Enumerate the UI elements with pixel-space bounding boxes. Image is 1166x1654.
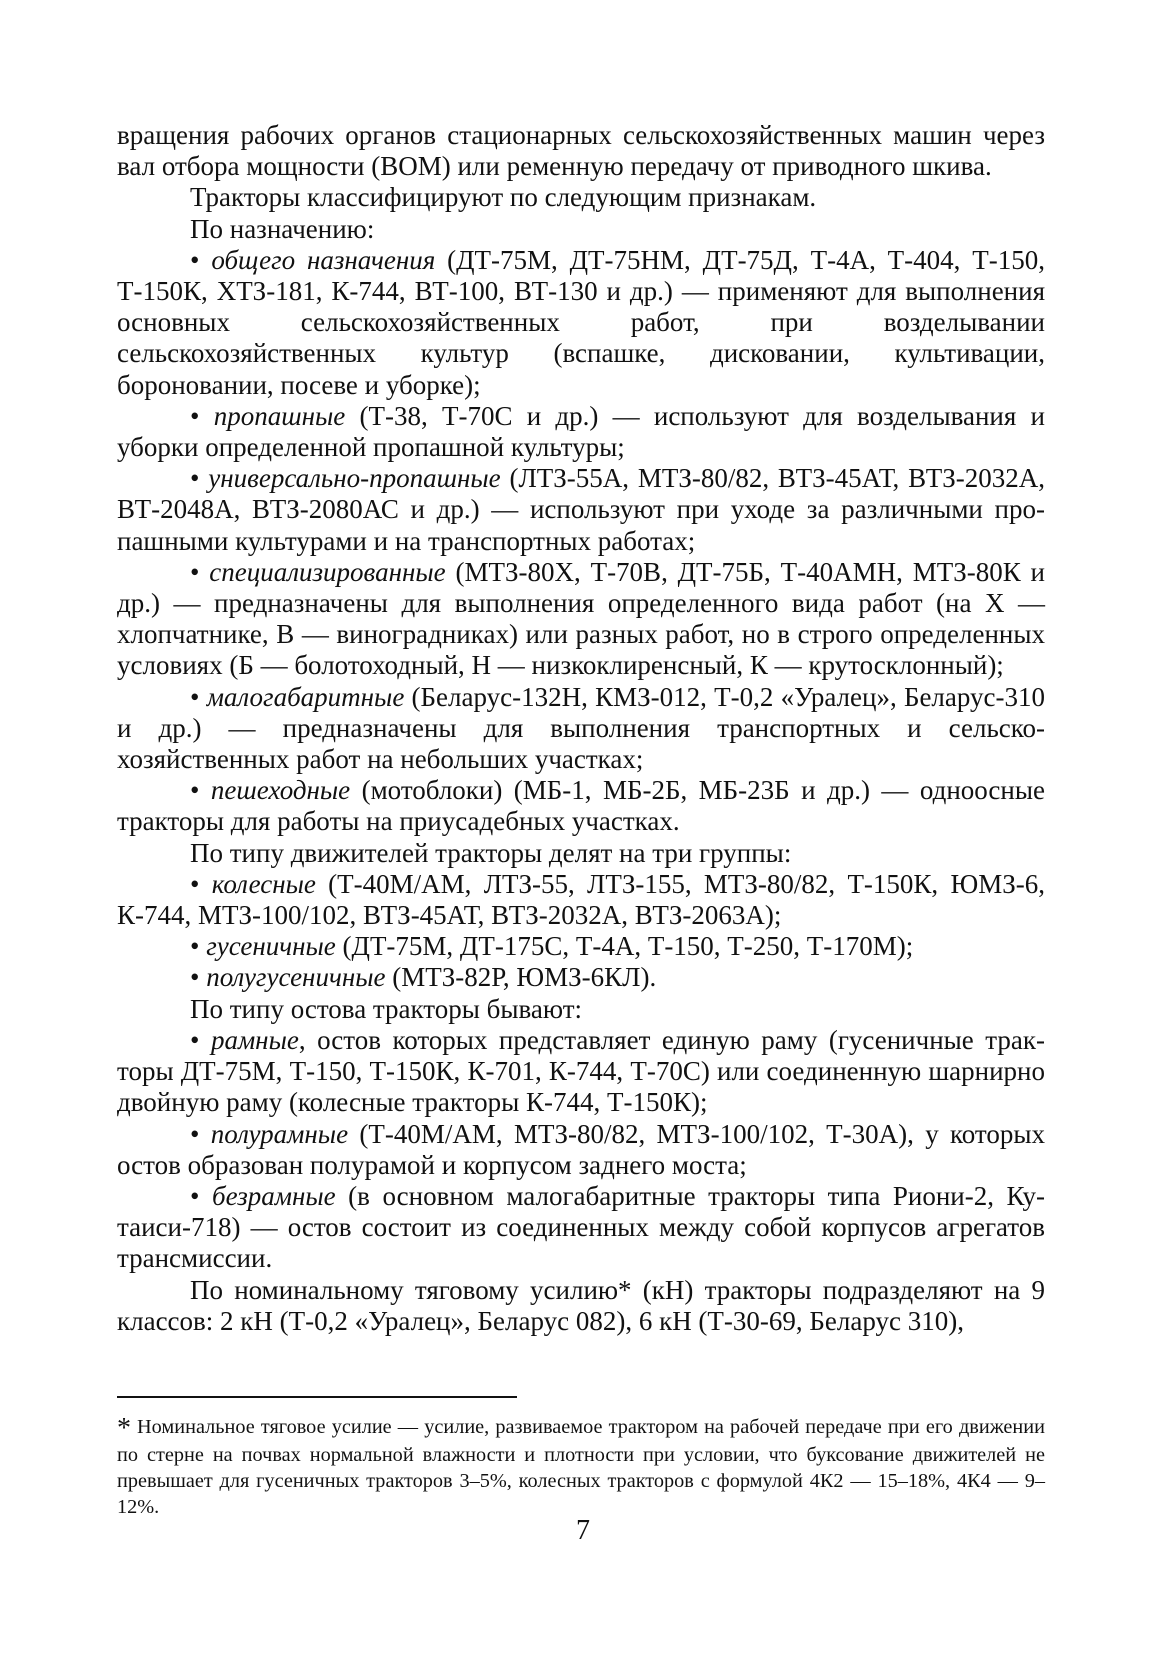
list-item	[117, 463, 1045, 557]
list-term: гусеничные	[206, 931, 336, 962]
list-text: (МТЗ-82Р, ЮМЗ-6КЛ).	[385, 962, 657, 993]
list-term: пешеходные	[210, 775, 351, 806]
footnote-mark: *	[117, 1413, 131, 1444]
list-item	[117, 962, 1045, 993]
paragraph-traction-classes	[117, 1275, 1045, 1337]
list-text: (в основном малогабаритные тракторы типа Риони-2, Кутаиси-718) — остов состоит из соединенных между собой корпусов агрегатов трансмиссии.	[117, 1180, 1045, 1274]
bullet: •	[190, 775, 200, 806]
list-item	[117, 775, 1045, 837]
paragraph-text: вращения рабочих органов стационарных сельскохозяйственных машин через вал отбора мощности (ВОМ) или ременную передачу от приводного шкива.	[117, 120, 1045, 182]
list-item	[117, 931, 1045, 962]
list-term: полугусеничные	[206, 962, 386, 993]
paragraph-continuation	[117, 120, 1045, 182]
bullet: •	[190, 931, 200, 962]
list-item	[117, 401, 1045, 463]
list-term: универсально-пропашные	[208, 463, 501, 494]
footnote	[117, 1414, 1045, 1520]
list-term: безрамные	[212, 1180, 336, 1211]
bullet: •	[190, 962, 200, 993]
bullet: •	[190, 244, 200, 275]
list-item	[117, 1025, 1045, 1119]
bullet: •	[190, 463, 200, 494]
list-item	[117, 869, 1045, 931]
paragraph-text: По типу остова тракторы бывают:	[190, 993, 583, 1024]
paragraph-text: По назначению:	[190, 213, 375, 244]
list-text: (ДТ-75М, ДТ-175С, Т-4А, Т-150, Т-250, Т-170М);	[335, 931, 914, 962]
list-text: (Т-38, Т-70С и др.) — используют для возделывания и уборки определенной пропашной культуры;	[117, 400, 1045, 463]
list-text: (Т-40М/АМ, ЛТЗ-55, ЛТЗ-155, МТЗ-80/82, Т-150К, ЮМЗ-6, К-744, МТЗ-100/102, ВТЗ-45АТ, ВТЗ-2032А, ВТЗ-2063А);	[117, 868, 1045, 931]
list-term: специализированные	[209, 556, 446, 587]
paragraph-text: По номинальному тяговому усилию* (кН) тракторы подразделяют на 9 классов: 2 кН (Т-0,2 «Уралец», Беларус 082), 6 кН (Т-30-69, Беларус 310),	[117, 1274, 1045, 1336]
bullet: •	[190, 400, 200, 431]
bullet: •	[190, 681, 200, 712]
bullet: •	[190, 1180, 200, 1211]
list-item	[117, 1181, 1045, 1275]
list-text: (МТЗ-80Х, Т-70В, ДТ-75Б, Т-40АМН, МТЗ-80К и др.) — предназначены для выполнения определенного вида работ (на Х — хлопчатнике, В — виноградниках) или разных работ, но в строго определенных условиях (Б — болотоходный, Н — низкоклиренсный, К — крутосклонный);	[117, 556, 1045, 681]
footnote-text: Номинальное тяговое усилие — усилие, развиваемое трактором на рабочей передаче при его движении по стерне на почвах нормальной влажности и плотности при условии, что буксование движителей не превышает для гусеничных тракторов 3–5%, колесных тракторов с формулой 4К2 — 15–18%, 4К4 — 9–12%.	[117, 1416, 1045, 1518]
list-item	[117, 1119, 1045, 1181]
list-item	[117, 245, 1045, 401]
list-term: колесные	[211, 868, 316, 899]
page-body	[117, 120, 1045, 1337]
page-number: 7	[576, 1515, 590, 1546]
list-item	[117, 682, 1045, 776]
list-term: малогабаритные	[206, 681, 405, 712]
list-item	[117, 557, 1045, 682]
list-text: (ЛТЗ-55А, МТЗ-80/82, ВТЗ-45АТ, ВТЗ-2032А, ВТ-2048А, ВТЗ-2080АС и др.) — используют при уходе за различными пропашными культурами и на транспортных работах;	[117, 463, 1045, 556]
list-text: (Беларус-132Н, КМЗ-012, Т-0,2 «Уралец», Беларус-310 и др.) — предназначены для выполнения транспортных и сельскохозяйственных работ на небольших участках;	[117, 681, 1046, 775]
bullet: •	[190, 1118, 200, 1149]
list-text: , остов которых представляет единую раму (гусеничные тракторы ДТ-75М, Т-150, Т-150К, К-701, К-744, Т-70С) или соединенную шарнирно двойную раму (колесные тракторы К-744, Т-150К);	[117, 1024, 1046, 1118]
paragraph-text: Тракторы классифицируют по следующим признакам.	[190, 182, 817, 213]
list-text: (Т-40М/АМ, МТЗ-80/82, МТЗ-100/102, Т-30А), у которых остов образован полурамой и корпусом заднего моста;	[117, 1118, 1045, 1180]
footnote-divider	[117, 1396, 517, 1398]
section-heading-frame	[117, 994, 1045, 1025]
list-text: (мотоблоки) (МБ-1, МБ-2Б, МБ-23Б и др.) — одноосные тракторы для работы на приусадебных участках.	[117, 775, 1045, 837]
section-heading-propulsion	[117, 838, 1045, 869]
list-term: пропашные	[213, 400, 346, 431]
list-term: полурамные	[210, 1118, 349, 1149]
list-term: общего назначения	[211, 244, 436, 275]
list-term: рамные	[210, 1024, 299, 1055]
list-text: (ДТ-75М, ДТ-75НМ, ДТ-75Д, Т-4А, Т-404, Т-150, Т-150К, ХТЗ-181, К-744, ВТ-100, ВТ-130 и др.) — применяют для выполнения основных сельскохозяйственных работ, при возделывании сельскохозяйственных культур (вспашке, дисковании, культивации, бороновании, посеве и уборке);	[117, 244, 1046, 400]
bullet: •	[190, 868, 212, 899]
paragraph-text: По типу движителей тракторы делят на три группы:	[190, 837, 792, 868]
section-heading-purpose	[117, 214, 1045, 245]
bullet: •	[190, 1024, 200, 1055]
bullet: •	[190, 556, 200, 587]
paragraph-intro	[117, 182, 1045, 213]
